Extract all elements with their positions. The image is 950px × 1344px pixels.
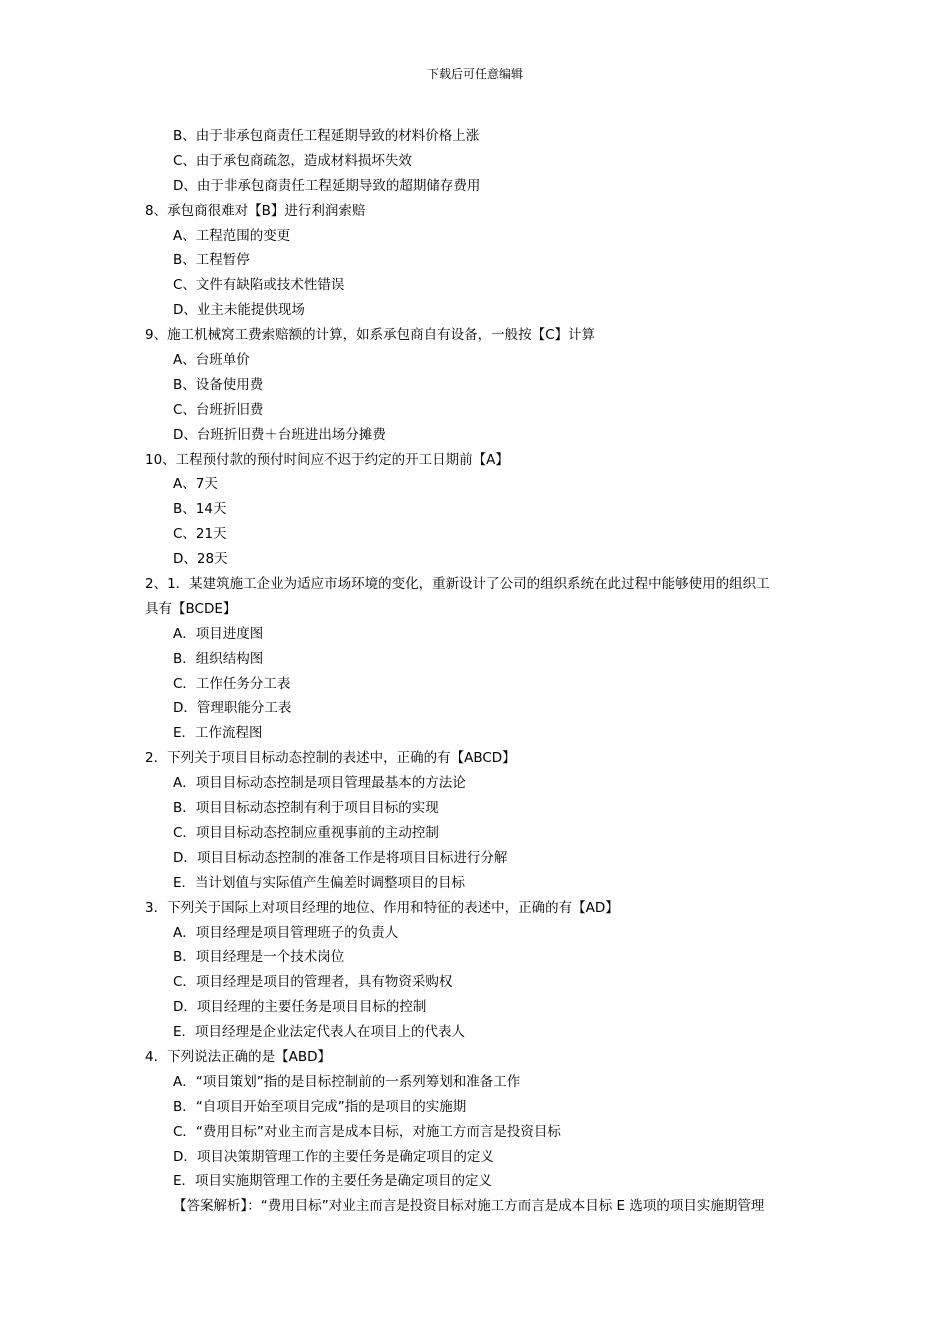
answer-option: B、工程暂停 — [173, 252, 250, 269]
document-body — [145, 124, 815, 1219]
answer-option: D．项目经理的主要任务是项目目标的控制 — [173, 999, 427, 1016]
answer-option: A．项目目标动态控制是项目管理最基本的方法论 — [173, 775, 466, 792]
answer-option: C．项目经理是项目的管理者，具有物资采购权 — [173, 974, 453, 991]
page-header: 下载后可任意编辑 — [426, 67, 523, 81]
answer-option: A、工程范围的变更 — [173, 227, 291, 244]
answer-option: B．组织结构图 — [173, 650, 264, 667]
answer-option: B、设备使用费 — [173, 376, 264, 393]
question-stem: 4．下列说法正确的是【ABD】 — [145, 1048, 331, 1065]
answer-option: D、业主未能提供现场 — [173, 302, 305, 319]
answer-option: D、28天 — [173, 551, 228, 568]
answer-option: C、文件有缺陷或技术性错误 — [173, 277, 345, 294]
answer-option: E．当计划值与实际值产生偏差时调整项目的目标 — [173, 874, 466, 891]
question-stem: 2、1．某建筑施工企业为适应市场环境的变化，重新设计了公司的组织系统在此过程中能够使用的组织工 — [145, 576, 770, 593]
answer-option: A．项目经理是项目管理班子的负责人 — [173, 924, 399, 941]
question-stem: 2．下列关于项目目标动态控制的表述中，正确的有【ABCD】 — [145, 750, 516, 767]
answer-explanation: 【答案解析】：“费用目标”对业主而言是投资目标对施工方而言是成本目标 E 选项的项目实施期管理 — [173, 1198, 765, 1215]
answer-option: C．项目目标动态控制应重视事前的主动控制 — [173, 824, 439, 841]
answer-option: D．管理职能分工表 — [173, 700, 292, 717]
question-stem: 10、工程预付款的预付时间应不迟于约定的开工日期前【A】 — [145, 451, 509, 468]
answer-option: A、台班单价 — [173, 352, 250, 369]
answer-option: B．“自项目开始至项目完成”指的是项目的实施期 — [173, 1098, 467, 1115]
answer-option: C、台班折旧费 — [173, 401, 264, 418]
question-stem: 3．下列关于国际上对项目经理的地位、作用和特征的表述中，正确的有【AD】 — [145, 899, 619, 916]
answer-option: B、由于非承包商责任工程延期导致的材料价格上涨 — [173, 128, 480, 144]
answer-option: D、由于非承包商责任工程延期导致的超期储存费用 — [173, 177, 481, 194]
question-stem: 9、施工机械窝工费索赔额的计算，如系承包商自有设备，一般按【C】计算 — [145, 327, 596, 344]
answer-option: A、7天 — [173, 476, 218, 493]
answer-option: E．项目实施期管理工作的主要任务是确定项目的定义 — [173, 1173, 493, 1190]
answer-option: E．项目经理是企业法定代表人在项目上的代表人 — [173, 1024, 466, 1041]
answer-option: C、21天 — [173, 526, 227, 543]
question-stem-continuation: 具有【BCDE】 — [145, 600, 237, 617]
answer-option: B．项目目标动态控制有利于项目目标的实现 — [173, 800, 439, 817]
answer-option: C、由于承包商疏忽，造成材料损坏失效 — [173, 152, 412, 169]
answer-option: E．工作流程图 — [173, 725, 263, 742]
answer-option: D．项目目标动态控制的准备工作是将项目目标进行分解 — [173, 849, 508, 866]
answer-option: D、台班折旧费＋台班进出场分摊费 — [173, 426, 386, 443]
answer-option: C．工作任务分工表 — [173, 675, 291, 692]
answer-option: B、14天 — [173, 501, 227, 518]
answer-option: A．项目进度图 — [173, 625, 264, 642]
answer-option: D．项目决策期管理工作的主要任务是确定项目的定义 — [173, 1148, 494, 1165]
question-stem: 8、承包商很难对【B】进行利润索赔 — [145, 202, 366, 219]
answer-option: C．“费用目标”对业主而言是成本目标，对施工方而言是投资目标 — [173, 1123, 561, 1140]
answer-option: B．项目经理是一个技术岗位 — [173, 949, 345, 966]
answer-option: A．“项目策划”指的是目标控制前的一系列筹划和准备工作 — [173, 1073, 521, 1090]
